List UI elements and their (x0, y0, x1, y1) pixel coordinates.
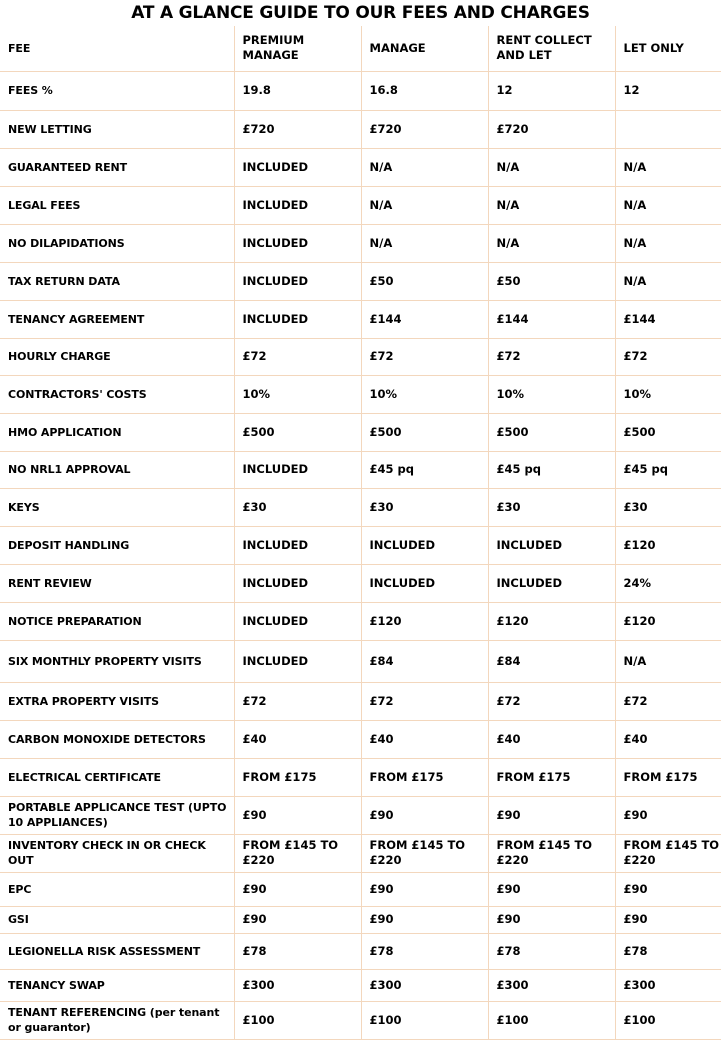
table-row (0, 148, 721, 186)
fees-table-body (0, 26, 721, 1039)
fee-value-cell-manage: N/A (361, 224, 488, 262)
fee-value-cell-let-only: 10% (615, 375, 721, 413)
fee-label-cell: INVENTORY CHECK IN OR CHECK OUT (0, 834, 234, 872)
fee-value-cell-rent-collect-and-let: £90 (488, 872, 615, 906)
fee-value-cell-premium-manage: £30 (234, 488, 361, 526)
fee-value-cell-premium-manage: £78 (234, 933, 361, 969)
fee-value-cell-let-only: 12 (615, 71, 721, 110)
fee-label-cell: HOURLY CHARGE (0, 338, 234, 375)
fee-value-cell-manage: £90 (361, 872, 488, 906)
fee-value-cell-manage: N/A (361, 148, 488, 186)
fee-value-cell-rent-collect-and-let: £120 (488, 602, 615, 640)
fee-value-cell-premium-manage: £72 (234, 682, 361, 720)
fee-value-cell-let-only: £90 (615, 872, 721, 906)
fee-value-cell-premium-manage: INCLUDED (234, 300, 361, 338)
fee-label-cell: GUARANTEED RENT (0, 148, 234, 186)
table-row (0, 933, 721, 969)
fee-value-cell-premium-manage: 10% (234, 375, 361, 413)
fee-value-cell-rent-collect-and-let: £45 pq (488, 451, 615, 488)
fee-value-cell-manage: £45 pq (361, 451, 488, 488)
fee-value-cell-premium-manage: INCLUDED (234, 186, 361, 224)
fee-value-cell-manage: £84 (361, 640, 488, 682)
fee-value-cell-let-only: N/A (615, 224, 721, 262)
fee-label-cell: TENANT REFERENCING (per tenant or guarantor) (0, 1001, 234, 1039)
table-row (0, 682, 721, 720)
fee-value-cell-premium-manage: £720 (234, 110, 361, 148)
fee-value-cell-let-only: FROM £145 TO £220 (615, 834, 721, 872)
table-row (0, 720, 721, 758)
fee-value-cell-manage: INCLUDED (361, 526, 488, 564)
fee-label-cell: NO NRL1 APPROVAL (0, 451, 234, 488)
table-row (0, 640, 721, 682)
table-row (0, 1001, 721, 1039)
fee-value-cell-rent-collect-and-let: £72 (488, 682, 615, 720)
page-title: AT A GLANCE GUIDE TO OUR FEES AND CHARGES (131, 3, 590, 23)
fee-value-cell-manage: £720 (361, 110, 488, 148)
table-row (0, 834, 721, 872)
fee-value-cell-rent-collect-and-let: £144 (488, 300, 615, 338)
fee-value-cell-rent-collect-and-let: £30 (488, 488, 615, 526)
table-row (0, 872, 721, 906)
table-row (0, 110, 721, 148)
fee-label-cell: DEPOSIT HANDLING (0, 526, 234, 564)
fee-value-cell-rent-collect-and-let: 10% (488, 375, 615, 413)
fee-value-cell-premium-manage: FROM £175 (234, 758, 361, 796)
fee-label-cell: NOTICE PREPARATION (0, 602, 234, 640)
fee-value-cell-let-only: £72 (615, 682, 721, 720)
table-row (0, 224, 721, 262)
table-row (0, 300, 721, 338)
fee-value-cell-let-only: £30 (615, 488, 721, 526)
fee-value-cell-let-only: £40 (615, 720, 721, 758)
fee-label-cell: GSI (0, 906, 234, 933)
fee-value-cell-manage: £72 (361, 338, 488, 375)
fee-value-cell-manage: £78 (361, 933, 488, 969)
fee-value-cell-rent-collect-and-let: FROM £145 TO £220 (488, 834, 615, 872)
fee-value-cell-rent-collect-and-let: £84 (488, 640, 615, 682)
fee-value-cell-manage: 10% (361, 375, 488, 413)
table-row (0, 526, 721, 564)
table-row (0, 413, 721, 451)
fee-value-cell-rent-collect-and-let: FROM £175 (488, 758, 615, 796)
fee-value-cell-premium-manage: INCLUDED (234, 602, 361, 640)
fee-value-cell-rent-collect-and-let: £300 (488, 969, 615, 1001)
fee-label-cell: NEW LETTING (0, 110, 234, 148)
fee-value-cell-let-only: FROM £175 (615, 758, 721, 796)
fee-value-cell-manage: £300 (361, 969, 488, 1001)
fee-value-cell-manage: £90 (361, 906, 488, 933)
fee-value-cell-rent-collect-and-let: £90 (488, 906, 615, 933)
fee-label-cell: TENANCY SWAP (0, 969, 234, 1001)
fee-value-cell-premium-manage: INCLUDED (234, 451, 361, 488)
fee-value-cell-manage: £100 (361, 1001, 488, 1039)
fee-value-cell-rent-collect-and-let: £40 (488, 720, 615, 758)
fee-label-cell: TENANCY AGREEMENT (0, 300, 234, 338)
fee-value-cell-premium-manage: INCLUDED (234, 224, 361, 262)
fee-value-cell-manage: 16.8 (361, 71, 488, 110)
table-row (0, 564, 721, 602)
table-row (0, 262, 721, 300)
fee-label-cell: LEGIONELLA RISK ASSESSMENT (0, 933, 234, 969)
fee-value-cell-premium-manage: FROM £145 TO £220 (234, 834, 361, 872)
fee-value-cell-let-only: £500 (615, 413, 721, 451)
fee-value-cell-manage: FROM £175 (361, 758, 488, 796)
table-row (0, 451, 721, 488)
fee-value-cell-premium-manage: INCLUDED (234, 640, 361, 682)
fee-value-cell-premium-manage: £500 (234, 413, 361, 451)
fee-value-cell-rent-collect-and-let: £90 (488, 796, 615, 834)
fee-label-cell: KEYS (0, 488, 234, 526)
fee-value-cell-rent-collect-and-let: 12 (488, 71, 615, 110)
fee-value-cell-let-only: N/A (615, 262, 721, 300)
fee-value-cell-let-only: N/A (615, 640, 721, 682)
fee-value-cell-manage: £144 (361, 300, 488, 338)
fee-value-cell-manage: £50 (361, 262, 488, 300)
fee-label-cell: EPC (0, 872, 234, 906)
fee-label-cell: ELECTRICAL CERTIFICATE (0, 758, 234, 796)
column-header-premium-manage: PREMIUM MANAGE (234, 26, 361, 71)
fee-label-cell: EXTRA PROPERTY VISITS (0, 682, 234, 720)
table-row (0, 71, 721, 110)
fee-label-cell: PORTABLE APPLICANCE TEST (UPTO 10 APPLIANCES) (0, 796, 234, 834)
fee-value-cell-manage: £120 (361, 602, 488, 640)
fee-value-cell-let-only: £120 (615, 602, 721, 640)
fee-label-cell: LEGAL FEES (0, 186, 234, 224)
fee-value-cell-premium-manage: £40 (234, 720, 361, 758)
fee-value-cell-rent-collect-and-let: £78 (488, 933, 615, 969)
fee-value-cell-rent-collect-and-let: £100 (488, 1001, 615, 1039)
fee-value-cell-premium-manage: £90 (234, 872, 361, 906)
fees-table (0, 26, 721, 1040)
fee-label-cell: NO DILAPIDATIONS (0, 224, 234, 262)
fee-value-cell-manage: £30 (361, 488, 488, 526)
fee-value-cell-premium-manage: £100 (234, 1001, 361, 1039)
fee-value-cell-premium-manage: INCLUDED (234, 262, 361, 300)
table-row (0, 186, 721, 224)
fee-value-cell-manage: FROM £145 TO £220 (361, 834, 488, 872)
table-row (0, 602, 721, 640)
fee-value-cell-manage: £500 (361, 413, 488, 451)
fee-value-cell-premium-manage: £300 (234, 969, 361, 1001)
fee-value-cell-premium-manage: INCLUDED (234, 564, 361, 602)
fee-value-cell-rent-collect-and-let: N/A (488, 186, 615, 224)
fee-value-cell-let-only: £72 (615, 338, 721, 375)
fee-value-cell-let-only: N/A (615, 148, 721, 186)
fee-label-cell: TAX RETURN DATA (0, 262, 234, 300)
fee-value-cell-premium-manage: £90 (234, 796, 361, 834)
fee-value-cell-let-only: £90 (615, 796, 721, 834)
fee-value-cell-let-only: £144 (615, 300, 721, 338)
fee-value-cell-rent-collect-and-let: £500 (488, 413, 615, 451)
column-header-manage: MANAGE (361, 26, 488, 71)
fee-value-cell-let-only: £78 (615, 933, 721, 969)
fee-value-cell-let-only: N/A (615, 186, 721, 224)
fee-value-cell-manage: £40 (361, 720, 488, 758)
fee-value-cell-manage: INCLUDED (361, 564, 488, 602)
fee-value-cell-rent-collect-and-let: INCLUDED (488, 526, 615, 564)
fee-value-cell-rent-collect-and-let: INCLUDED (488, 564, 615, 602)
fee-label-cell: HMO APPLICATION (0, 413, 234, 451)
table-row (0, 906, 721, 933)
fee-value-cell-rent-collect-and-let: N/A (488, 148, 615, 186)
table-row (0, 969, 721, 1001)
column-header-fee: FEE (0, 26, 234, 71)
fee-value-cell-manage: £72 (361, 682, 488, 720)
column-header-let-only: LET ONLY (615, 26, 721, 71)
fee-label-cell: SIX MONTHLY PROPERTY VISITS (0, 640, 234, 682)
fee-value-cell-premium-manage: 19.8 (234, 71, 361, 110)
fee-value-cell-rent-collect-and-let: £72 (488, 338, 615, 375)
fee-value-cell-rent-collect-and-let: £50 (488, 262, 615, 300)
fee-value-cell-manage: £90 (361, 796, 488, 834)
table-row (0, 375, 721, 413)
table-row (0, 796, 721, 834)
fee-value-cell-let-only (615, 110, 721, 148)
fee-value-cell-premium-manage: £72 (234, 338, 361, 375)
fee-label-cell: FEES % (0, 71, 234, 110)
fee-value-cell-rent-collect-and-let: £720 (488, 110, 615, 148)
fee-value-cell-premium-manage: £90 (234, 906, 361, 933)
fee-value-cell-premium-manage: INCLUDED (234, 148, 361, 186)
fee-value-cell-let-only: £120 (615, 526, 721, 564)
fee-label-cell: CARBON MONOXIDE DETECTORS (0, 720, 234, 758)
fee-value-cell-rent-collect-and-let: N/A (488, 224, 615, 262)
fee-label-cell: RENT REVIEW (0, 564, 234, 602)
table-row (0, 758, 721, 796)
fee-value-cell-let-only: £90 (615, 906, 721, 933)
fee-value-cell-premium-manage: INCLUDED (234, 526, 361, 564)
fee-value-cell-let-only: £100 (615, 1001, 721, 1039)
table-row (0, 338, 721, 375)
fee-value-cell-let-only: £45 pq (615, 451, 721, 488)
fee-label-cell: CONTRACTORS' COSTS (0, 375, 234, 413)
fee-value-cell-let-only: £300 (615, 969, 721, 1001)
column-header-rent-collect-and-let: RENT COLLECT AND LET (488, 26, 615, 71)
fee-value-cell-let-only: 24% (615, 564, 721, 602)
table-header-row (0, 26, 721, 71)
fee-value-cell-manage: N/A (361, 186, 488, 224)
table-row (0, 488, 721, 526)
